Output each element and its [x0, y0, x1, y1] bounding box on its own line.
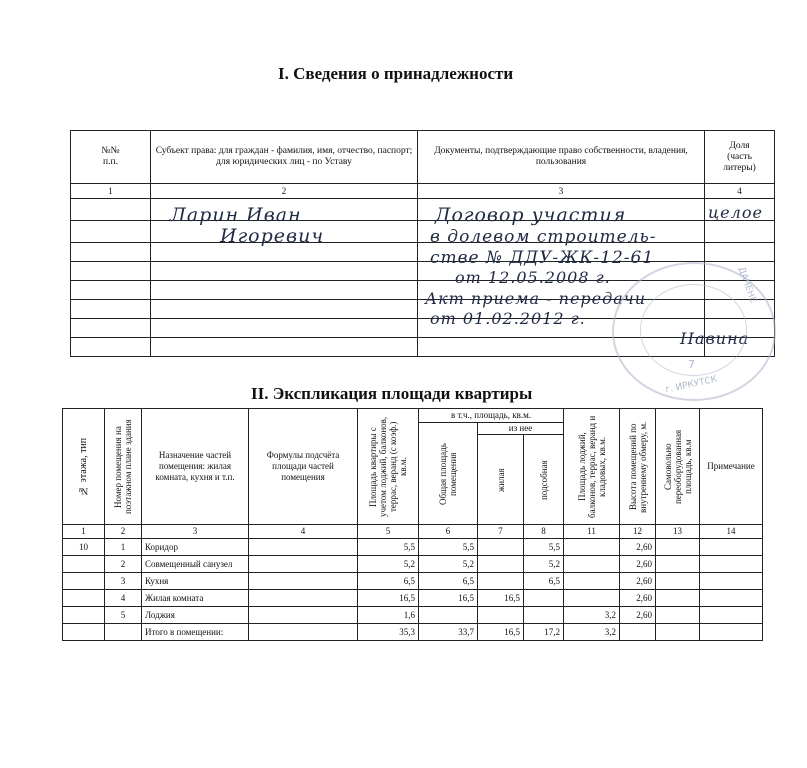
- colnum: 12: [620, 525, 656, 539]
- cell-loggia: [564, 539, 620, 556]
- cell-floor: [63, 590, 105, 607]
- colnum: 5: [358, 525, 419, 539]
- cell-num: 3: [105, 573, 142, 590]
- colnum: 4: [249, 525, 358, 539]
- header-auxiliary: подсобная: [524, 435, 564, 525]
- cell-name: Совмещенный санузел: [142, 556, 249, 573]
- cell-empty: [249, 607, 358, 624]
- area-explication-table: [62, 408, 763, 641]
- stamp-text-top: ДАЧЕНЕ: [735, 265, 758, 305]
- cell-total: 16,5: [419, 590, 478, 607]
- cell-total: [419, 607, 478, 624]
- cell-empty: [656, 556, 700, 573]
- cell-height: 2,60: [620, 556, 656, 573]
- header-number: №№ п.п.: [71, 131, 151, 184]
- colnum: 13: [656, 525, 700, 539]
- colnum: 3: [142, 525, 249, 539]
- cell-name: Кухня: [142, 573, 249, 590]
- cell-area: 16,5: [358, 590, 419, 607]
- colnum: 2: [151, 184, 418, 199]
- cell-empty: [105, 624, 142, 641]
- header-total-area: Общая площадь помещения: [419, 423, 478, 525]
- cell-aux: [524, 590, 564, 607]
- cell-loggia: [564, 590, 620, 607]
- handwritten-doc-line5: Акт приема - передачи: [425, 289, 647, 308]
- header-height: Высота помещений по внутреннему обмеру, м.: [620, 409, 656, 525]
- cell-empty: [700, 539, 763, 556]
- header-share: Доля (часть литеры): [705, 131, 775, 184]
- colnum: 8: [524, 525, 564, 539]
- colnum: 3: [418, 184, 705, 199]
- colnum: 14: [700, 525, 763, 539]
- cell-name: Коридор: [142, 539, 249, 556]
- section1-title: I. Сведения о принадлежности: [278, 64, 514, 83]
- signature: Навина: [680, 329, 750, 348]
- colnum: 2: [105, 525, 142, 539]
- cell-empty: [656, 590, 700, 607]
- stamp-text-bottom: г. ИРКУТСК: [664, 374, 719, 396]
- cell-empty: [656, 539, 700, 556]
- cell-empty: [63, 624, 105, 641]
- cell-num: 4: [105, 590, 142, 607]
- cell-area: 1,6: [358, 607, 419, 624]
- cell-aux: 5,2: [524, 556, 564, 573]
- cell-floor: [63, 607, 105, 624]
- cell-aux: 5,5: [524, 539, 564, 556]
- cell-name: Жилая комната: [142, 590, 249, 607]
- totals-row: [63, 624, 763, 641]
- cell-empty: [249, 539, 358, 556]
- colnum: 6: [419, 525, 478, 539]
- header-room-number: Номер помещения на поэтажном плане здания: [105, 409, 142, 525]
- cell-num: 1: [105, 539, 142, 556]
- cell-total: 5,2: [419, 556, 478, 573]
- cell-living: [478, 539, 524, 556]
- header-formulas: Формулы подсчёта площади частей помещения: [249, 409, 358, 525]
- total-area: 35,3: [358, 624, 419, 641]
- cell-empty: [249, 624, 358, 641]
- colnum: 7: [478, 525, 524, 539]
- cell-total: 6,5: [419, 573, 478, 590]
- cell-living: 16,5: [478, 590, 524, 607]
- section2-title: II. Экспликация площади квартиры: [251, 384, 533, 403]
- cell-loggia: 3,2: [564, 607, 620, 624]
- table-row: [63, 590, 763, 607]
- handwritten-name-line1: Ларин Иван: [170, 204, 302, 226]
- cell-empty: [249, 573, 358, 590]
- header-unauthorized: Самовольно переоборудованная площадь, кв.м: [656, 409, 700, 525]
- table-row: [63, 607, 763, 624]
- cell-empty: [656, 624, 700, 641]
- handwritten-doc-line4: от 12.05.2008 г.: [455, 268, 611, 287]
- cell-empty: [700, 590, 763, 607]
- total-aux: 17,2: [524, 624, 564, 641]
- header-group: в т.ч., площадь, кв.м.: [419, 409, 564, 423]
- cell-empty: [700, 624, 763, 641]
- cell-loggia: [564, 573, 620, 590]
- header-documents: Документы, подтверждающие право собственности, владения, пользования: [418, 131, 705, 184]
- cell-aux: [524, 607, 564, 624]
- cell-area: 6,5: [358, 573, 419, 590]
- cell-height: 2,60: [620, 590, 656, 607]
- cell-empty: [249, 556, 358, 573]
- cell-name: Лоджия: [142, 607, 249, 624]
- header-floor: № этажа, тип: [63, 409, 105, 525]
- total-label: Итого в помещении:: [142, 624, 249, 641]
- table-row: [63, 556, 763, 573]
- header-loggia-area: Площадь лоджий, балконов, террас, веранд и кладовых, кв.м.: [564, 409, 620, 525]
- header-purpose: Назначение частей помещения: жилая комната, кухня и т.п.: [142, 409, 249, 525]
- cell-area: 5,5: [358, 539, 419, 556]
- header-area-with-loggias: Площадь квартиры с учетом лоджий, балконов, террас, веранд (с коэф.) кв.м.: [358, 409, 419, 525]
- cell-living: [478, 573, 524, 590]
- cell-living: [478, 607, 524, 624]
- cell-height: 2,60: [620, 573, 656, 590]
- total-loggia: 3,2: [564, 624, 620, 641]
- header-living: жилая: [478, 435, 524, 525]
- handwritten-share: целое: [708, 203, 763, 222]
- total-total: 33,7: [419, 624, 478, 641]
- cell-aux: 6,5: [524, 573, 564, 590]
- handwritten-doc-line1: Договор участия: [435, 204, 627, 226]
- handwritten-doc-line2: в долевом строитель-: [430, 227, 657, 247]
- cell-area: 5,2: [358, 556, 419, 573]
- table-row: [63, 539, 763, 556]
- handwritten-name-line2: Игоревич: [220, 225, 325, 247]
- header-subject: Субъект права: для граждан - фамилия, имя, отчество, паспорт; для юридических лиц - по Уставу: [151, 131, 418, 184]
- table-row: [63, 573, 763, 590]
- cell-height: 2,60: [620, 539, 656, 556]
- stamp-digit: 7: [688, 358, 695, 371]
- colnum: 11: [564, 525, 620, 539]
- colnum: 4: [705, 184, 775, 199]
- cell-empty: [249, 590, 358, 607]
- handwritten-doc-line6: от 01.02.2012 г.: [430, 309, 586, 328]
- cell-num: 2: [105, 556, 142, 573]
- cell-living: [478, 556, 524, 573]
- cell-num: 5: [105, 607, 142, 624]
- header-of-which: из нее: [478, 423, 564, 435]
- cell-empty: [656, 607, 700, 624]
- cell-height: 2,60: [620, 607, 656, 624]
- cell-loggia: [564, 556, 620, 573]
- cell-empty: [620, 624, 656, 641]
- cell-total: 5,5: [419, 539, 478, 556]
- cell-empty: [700, 556, 763, 573]
- colnum: 1: [71, 184, 151, 199]
- handwritten-doc-line3: стве № ДДУ-ЖК-12-61: [430, 248, 655, 268]
- cell-empty: [700, 607, 763, 624]
- colnum: 1: [63, 525, 105, 539]
- cell-floor: [63, 573, 105, 590]
- total-living: 16,5: [478, 624, 524, 641]
- cell-floor: 10: [63, 539, 105, 556]
- cell-empty: [700, 573, 763, 590]
- cell-floor: [63, 556, 105, 573]
- cell-empty: [656, 573, 700, 590]
- header-note: Примечание: [700, 409, 763, 525]
